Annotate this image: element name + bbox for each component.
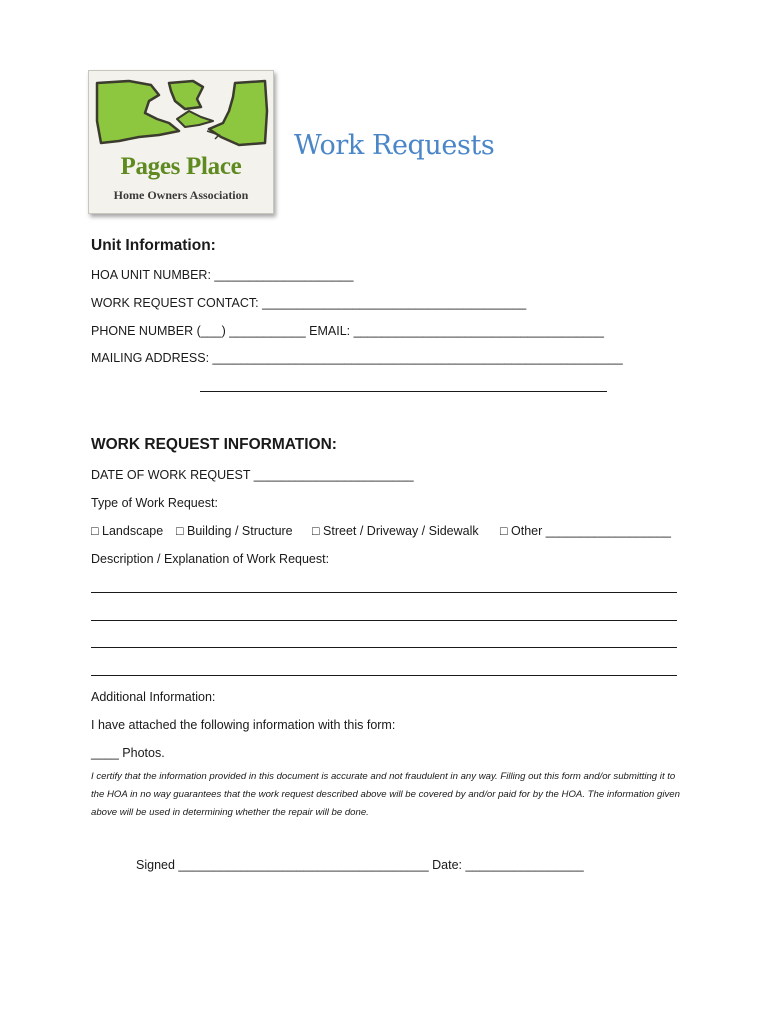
mailing-address-line-2[interactable] [200, 391, 607, 392]
description-line-4[interactable] [91, 675, 677, 676]
work-request-contact-field[interactable]: WORK REQUEST CONTACT: ______________________________________ [91, 296, 527, 310]
logo-name: Pages Place [120, 153, 242, 180]
attached-info-label: I have attached the following information with this form: [91, 718, 396, 732]
description-line-2[interactable] [91, 620, 677, 621]
description-label: Description / Explanation of Work Request: [91, 552, 330, 566]
logo-subtitle: Home Owners Association [113, 188, 249, 202]
option-street-checkbox[interactable]: □ Street / Driveway / Sidewalk [312, 524, 479, 538]
description-line-3[interactable] [91, 647, 677, 648]
additional-info-label: Additional Information: [91, 690, 216, 704]
option-landscape-checkbox[interactable]: □ Landscape [91, 524, 164, 538]
hoa-unit-number-field[interactable]: HOA UNIT NUMBER: ____________________ [91, 268, 354, 282]
option-building-checkbox[interactable]: □ Building / Structure [176, 524, 293, 538]
photos-field[interactable]: ____ Photos. [91, 746, 165, 760]
work-request-heading: WORK REQUEST INFORMATION: [91, 436, 337, 453]
page-title: Work Requests [294, 130, 495, 161]
mailing-address-field[interactable]: MAILING ADDRESS: ___________________________________________________________ [91, 351, 623, 365]
description-line-1[interactable] [91, 592, 677, 593]
certification-text: I certify that the information provided in this document is accurate and not fraudulent in any way. Filling out this form and/or submitting it to the HOA in no way guarantees that the work request described above will be covered by and/or paid for by the HOA. The information given above will be used in determining whether the repair will be done. [91, 771, 680, 818]
hoa-logo [88, 70, 274, 214]
type-of-work-request-label: Type of Work Request: [91, 496, 218, 510]
signature-date-field[interactable]: Signed ____________________________________ Date: _________________ [136, 858, 584, 872]
phone-email-field[interactable]: PHONE NUMBER (___) ___________ EMAIL: ____________________________________ [91, 324, 604, 338]
unit-info-heading: Unit Information: [91, 237, 216, 254]
option-other-checkbox[interactable]: □ Other __________________ [500, 524, 671, 538]
date-of-work-request-field[interactable]: DATE OF WORK REQUEST _______________________ [91, 468, 414, 482]
